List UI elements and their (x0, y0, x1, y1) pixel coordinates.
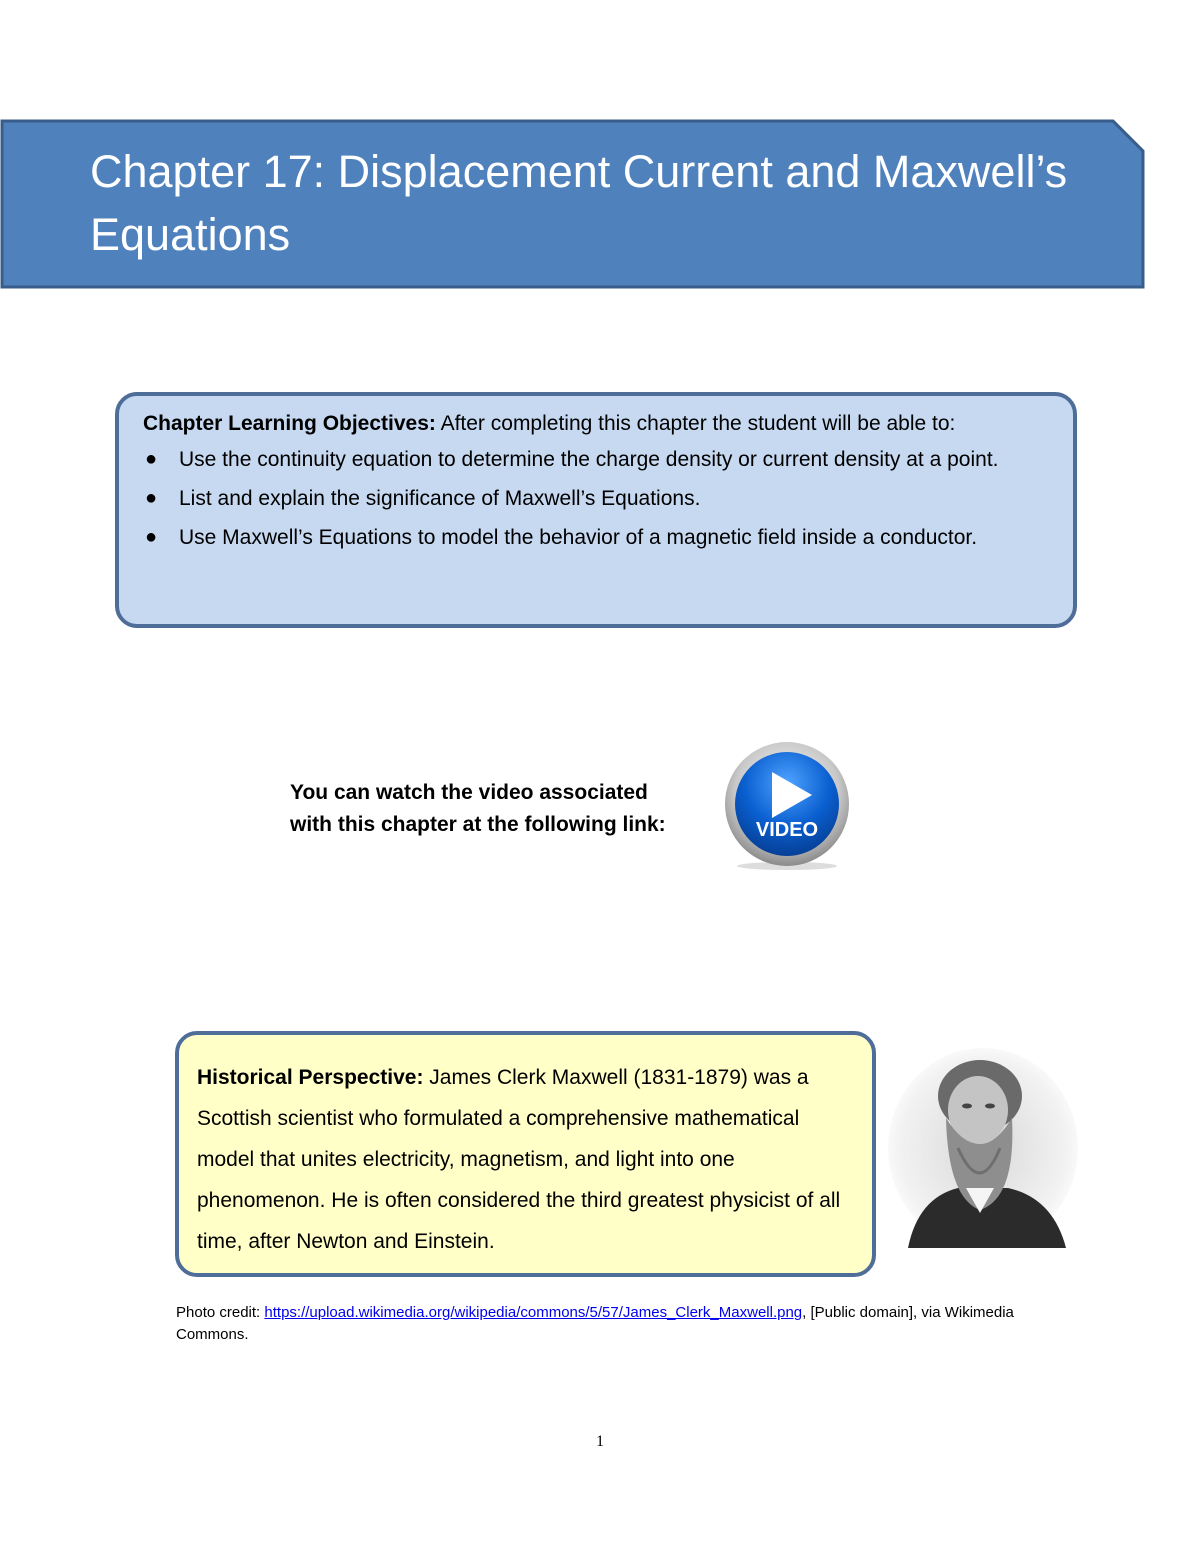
video-prompt-line1: You can watch the video associated (290, 781, 648, 804)
bullet-icon: ● (145, 526, 158, 548)
photo-credit-label: Photo credit: (176, 1304, 265, 1321)
video-play-icon (722, 742, 852, 872)
video-prompt (290, 777, 730, 841)
objective-text: Use Maxwell’s Equations to model the behavior of a magnetic field inside a conductor. (179, 526, 978, 549)
chapter-title: Chapter 17: Displacement Current and Maxwell’s Equations (90, 146, 1068, 260)
bullet-icon: ● (145, 448, 158, 470)
objectives-list (143, 446, 1051, 551)
page-number: 1 (596, 1433, 604, 1450)
learning-objectives-box (115, 392, 1077, 628)
history-paragraph (197, 1057, 852, 1262)
historical-perspective-box (175, 1031, 876, 1277)
objectives-intro-text: After completing this chapter the student will be able to: (435, 412, 956, 435)
history-text: James Clerk Maxwell (1831-1879) was a Scottish scientist who formulated a comprehensive mathematical model that unites electricity, magnetism, and light into one phenomenon. He is often considered the third greatest physicist of all time, after Newton and Einstein. (197, 1066, 841, 1253)
video-button-label: VIDEO (755, 819, 819, 841)
video-button[interactable] (722, 742, 852, 872)
history-heading: Historical Perspective: (197, 1066, 424, 1089)
photo-credit-link[interactable]: https://upload.wikimedia.org/wikipedia/commons/5/57/James_Clerk_Maxwell.png (264, 1304, 803, 1321)
objective-item (143, 524, 1051, 551)
photo-credit (176, 1302, 1076, 1346)
video-prompt-line2: with this chapter at the following link: (290, 813, 666, 836)
objective-item (143, 485, 1051, 512)
objective-text: Use the continuity equation to determine the charge density or current density at a point. (179, 448, 999, 471)
photo-credit-suffix: , [Public domain], via Wikimedia Commons. (176, 1304, 1014, 1343)
objectives-intro (143, 410, 1051, 438)
maxwell-portrait (888, 1048, 1078, 1250)
objectives-heading: Chapter Learning Objectives: (143, 412, 436, 435)
bullet-icon: ● (145, 487, 158, 509)
objective-text: List and explain the significance of Maxwell’s Equations. (179, 487, 701, 510)
objective-item (143, 446, 1051, 473)
